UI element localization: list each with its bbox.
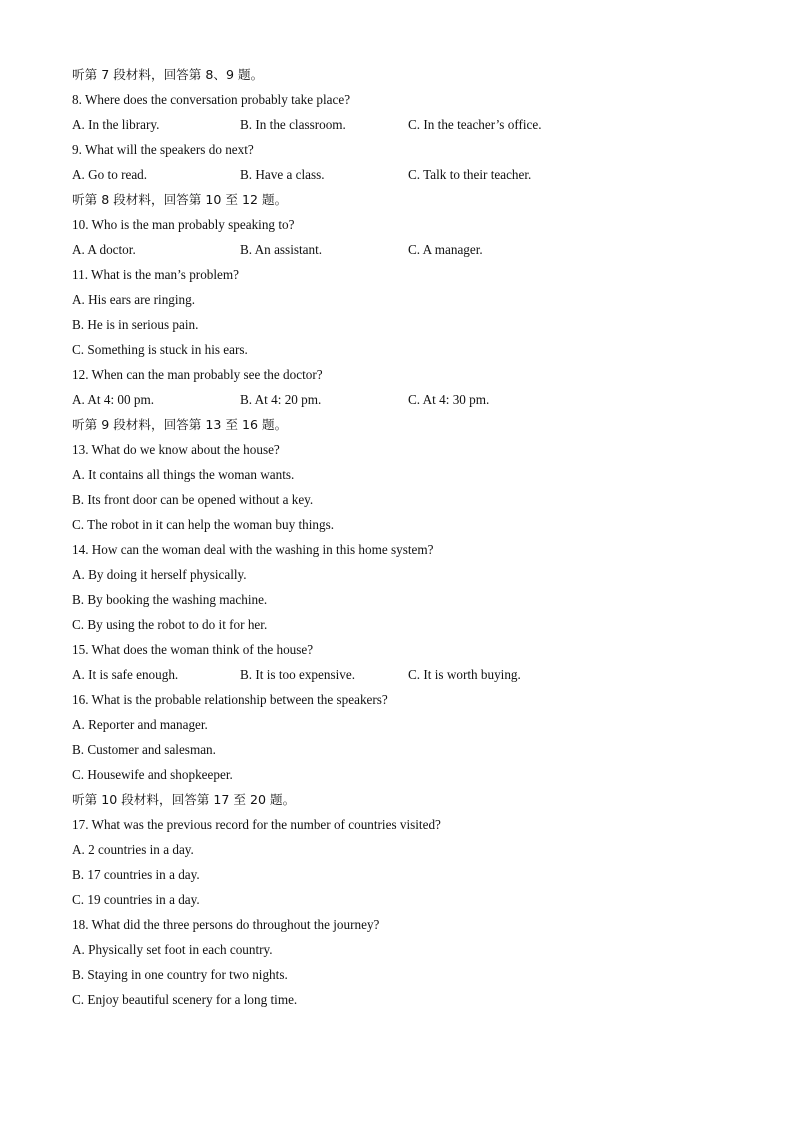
answer-options-row	[72, 162, 752, 187]
answer-option: B. Customer and salesman.	[72, 742, 216, 757]
answer-option-a: A. In the library.	[72, 117, 160, 132]
answer-option-c: C. In the teacher’s office.	[408, 117, 542, 132]
answer-options-row	[72, 237, 752, 262]
answer-option: B. Staying in one country for two nights.	[72, 967, 288, 982]
question-stem: 15. What does the woman think of the house?	[72, 642, 314, 657]
exam-page	[72, 62, 752, 1012]
question-stem: 16. What is the probable relationship between the speakers?	[72, 692, 388, 707]
answer-option-b: B. An assistant.	[240, 242, 323, 257]
answer-option: C. Enjoy beautiful scenery for a long time.	[72, 992, 298, 1007]
answer-option-c: C. At 4: 30 pm.	[408, 392, 490, 407]
question-stem: 8. Where does the conversation probably take place?	[72, 92, 351, 107]
section-instruction: 听第 7 段材料，回答第 8、9 题。	[72, 67, 264, 82]
answer-option-b: B. It is too expensive.	[240, 667, 356, 682]
answer-option: A. By doing it herself physically.	[72, 567, 247, 582]
answer-options-row	[72, 387, 752, 412]
answer-option-c: C. Talk to their teacher.	[408, 167, 532, 182]
answer-option: C. The robot in it can help the woman buy things.	[72, 517, 335, 532]
section-instruction: 听第 8 段材料，回答第 10 至 12 题。	[72, 192, 288, 207]
answer-option: A. Physically set foot in each country.	[72, 942, 273, 957]
answer-option: A. It contains all things the woman wants.	[72, 467, 295, 482]
answer-option-a: A. Go to read.	[72, 167, 148, 182]
section-instruction: 听第 10 段材料，回答第 17 至 20 题。	[72, 792, 296, 807]
answer-option-a: A. It is safe enough.	[72, 667, 179, 682]
answer-option-c: C. A manager.	[408, 242, 483, 257]
answer-option: C. Housewife and shopkeeper.	[72, 767, 233, 782]
question-stem: 11. What is the man’s problem?	[72, 267, 240, 282]
question-stem: 10. Who is the man probably speaking to?	[72, 217, 295, 232]
question-stem: 17. What was the previous record for the number of countries visited?	[72, 817, 441, 832]
answer-option: A. His ears are ringing.	[72, 292, 196, 307]
answer-option: A. 2 countries in a day.	[72, 842, 194, 857]
answer-option: B. By booking the washing machine.	[72, 592, 268, 607]
answer-option-c: C. It is worth buying.	[408, 667, 521, 682]
answer-option-b: B. At 4: 20 pm.	[240, 392, 322, 407]
answer-option: B. He is in serious pain.	[72, 317, 199, 332]
question-stem: 12. When can the man probably see the doctor?	[72, 367, 323, 382]
answer-option-b: B. In the classroom.	[240, 117, 346, 132]
answer-option: C. 19 countries in a day.	[72, 892, 200, 907]
section-instruction: 听第 9 段材料，回答第 13 至 16 题。	[72, 417, 288, 432]
answer-option-a: A. At 4: 00 pm.	[72, 392, 155, 407]
answer-option: A. Reporter and manager.	[72, 717, 208, 732]
answer-option-a: A. A doctor.	[72, 242, 136, 257]
answer-options-row	[72, 662, 752, 687]
answer-option: B. Its front door can be opened without a key.	[72, 492, 314, 507]
answer-option: C. Something is stuck in his ears.	[72, 342, 248, 357]
answer-option: B. 17 countries in a day.	[72, 867, 200, 882]
question-stem: 14. How can the woman deal with the washing in this home system?	[72, 542, 434, 557]
answer-options-row	[72, 112, 752, 137]
question-stem: 9. What will the speakers do next?	[72, 142, 254, 157]
question-stem: 18. What did the three persons do throughout the journey?	[72, 917, 380, 932]
answer-option: C. By using the robot to do it for her.	[72, 617, 268, 632]
question-stem: 13. What do we know about the house?	[72, 442, 280, 457]
answer-option-b: B. Have a class.	[240, 167, 325, 182]
